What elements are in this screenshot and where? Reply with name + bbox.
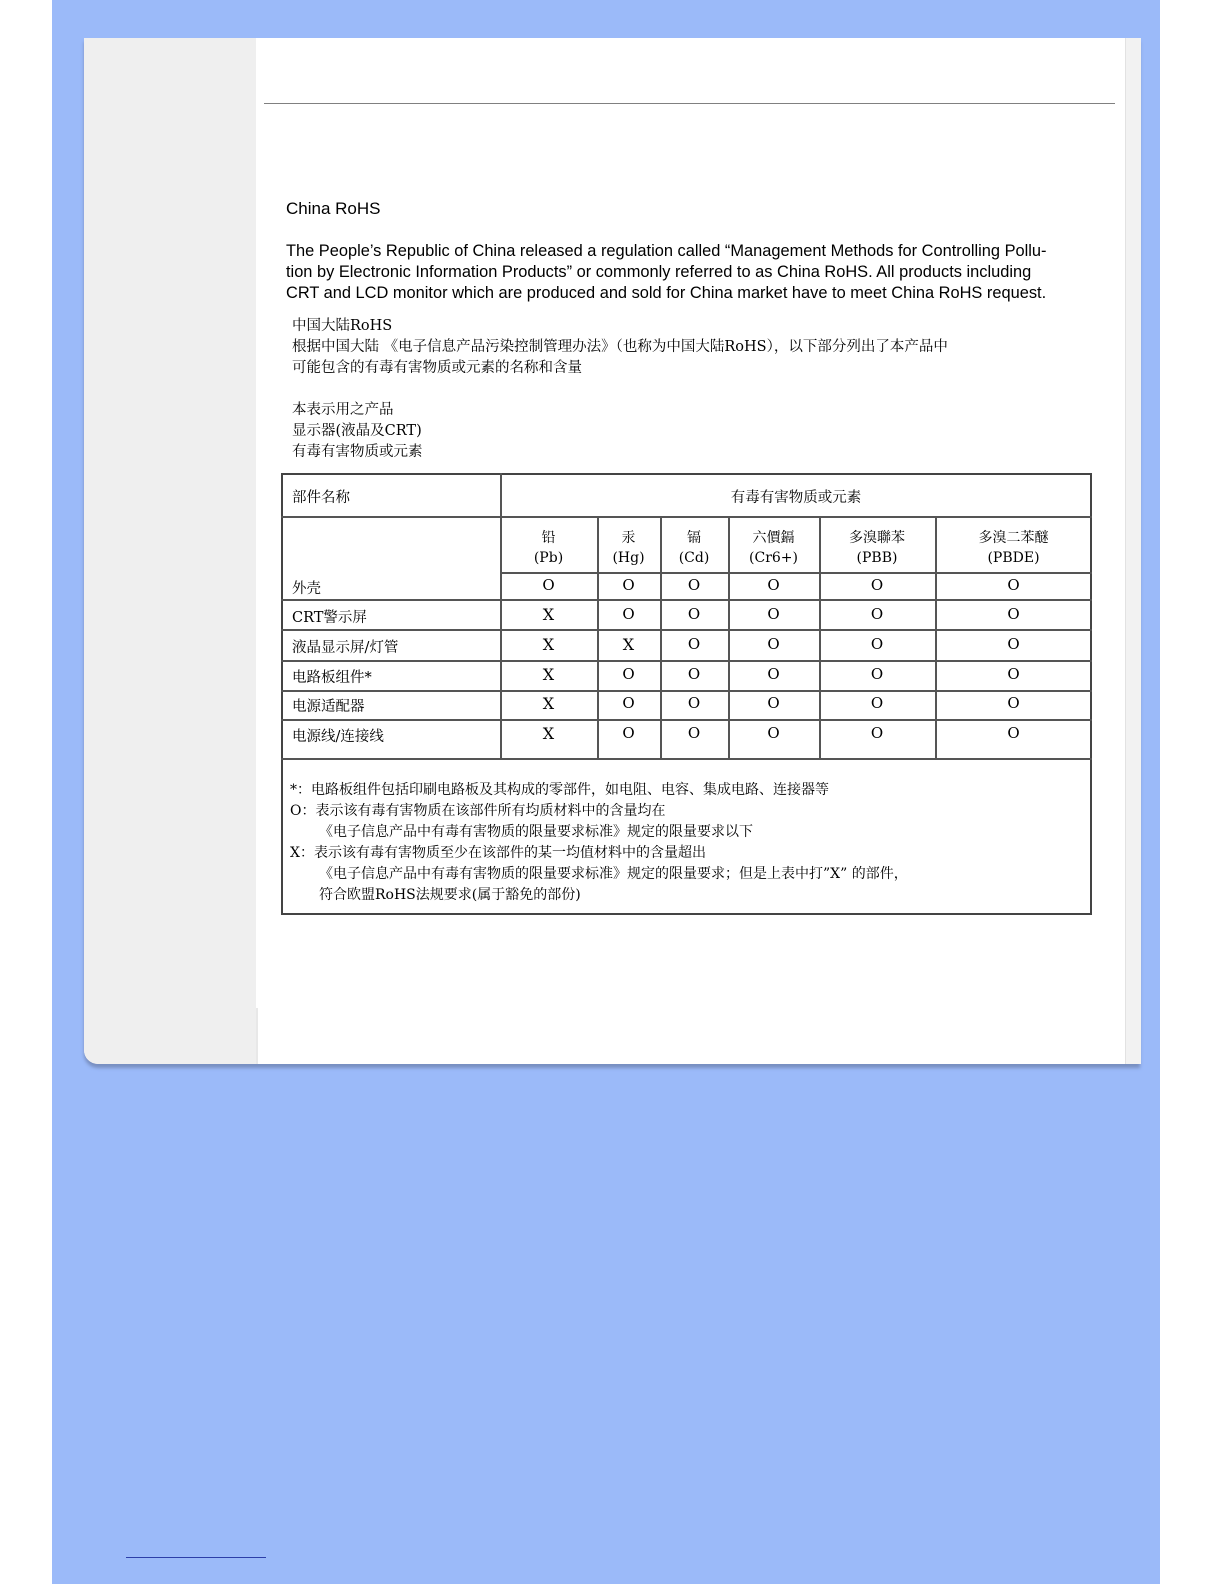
note-line: 《电子信息产品中有毒有害物质的限量要求标准》规定的限量要求以下 xyxy=(319,824,753,840)
table-cell-mark: O xyxy=(687,576,701,594)
section-title: China RoHS xyxy=(286,199,381,218)
right-scroll-strip xyxy=(1125,38,1141,1064)
column-header-name: 汞 xyxy=(621,530,636,546)
column-header xyxy=(500,528,597,568)
table-cell-mark: O xyxy=(870,724,884,742)
column-header-code: (Hg) xyxy=(612,550,645,566)
intro-line: tion by Electronic Information Products” or commonly referred to as China RoHS. All products including xyxy=(286,263,1032,281)
table-rule xyxy=(281,660,1092,662)
table-cell-mark: O xyxy=(767,724,780,742)
table-row-part: 电路板组件* xyxy=(292,670,372,686)
table-rule xyxy=(281,719,1092,721)
cn-scope-line: 显示器(液晶及CRT) xyxy=(292,423,422,439)
table-cell-mark: O xyxy=(687,605,701,623)
table-cell-mark: O xyxy=(1007,724,1020,742)
content-edge xyxy=(256,1008,258,1064)
table-cell-mark: O xyxy=(767,576,780,594)
cn-scope-line: 本表示用之产品 xyxy=(292,402,394,418)
table-cell-mark: O xyxy=(1007,576,1020,594)
note-line: X：表示该有毒有害物质至少在该部件的某一均值材料中的含量超出 xyxy=(290,845,706,861)
column-header-code: (Cd) xyxy=(678,550,710,566)
table-cell-mark: O xyxy=(1007,635,1020,653)
table-cell-mark: X xyxy=(542,635,555,654)
note-line: 符合欧盟RoHS法规要求(属于豁免的部份) xyxy=(319,887,581,903)
column-header-name: 镉 xyxy=(687,530,701,546)
column-header-code: (PBDE) xyxy=(987,550,1040,566)
table-cell-mark: O xyxy=(1007,605,1020,623)
part-name-header: 部件名称 xyxy=(292,490,350,506)
table-cell-mark: O xyxy=(767,635,780,653)
table-cell-mark: O xyxy=(870,665,884,683)
table-cell-mark: O xyxy=(870,605,884,623)
table-cell-mark: O xyxy=(1007,694,1020,712)
column-header xyxy=(660,528,728,568)
table-cell-mark: O xyxy=(767,605,780,623)
table-row-part: 液晶显示屏/灯管 xyxy=(292,640,399,656)
table-cell-mark: O xyxy=(870,635,884,653)
column-header-name: 多溴聯苯 xyxy=(849,530,905,546)
chinese-intro xyxy=(292,316,948,379)
cn-scope-line: 有毒有害物质或元素 xyxy=(292,444,423,460)
table-row-part: 电源适配器 xyxy=(292,699,365,715)
column-header xyxy=(935,528,1092,568)
table-cell-mark: O xyxy=(622,576,635,594)
table-rule xyxy=(500,572,1092,574)
table-cell-mark: O xyxy=(622,724,635,742)
table-cell-mark: X xyxy=(542,724,555,743)
cn-intro-line: 可能包含的有毒有害物质或元素的名称和含量 xyxy=(292,360,582,376)
table-cell-mark: X xyxy=(622,635,635,654)
table-cell-mark: O xyxy=(767,694,780,712)
table-cell-mark: X xyxy=(542,605,555,624)
table-rule xyxy=(281,516,1092,518)
table-row-part: CRT警示屏 xyxy=(292,610,367,626)
substances-header: 有毒有害物质或元素 xyxy=(730,490,862,506)
cn-intro-line: 中国大陆RoHS xyxy=(292,318,393,334)
table-rule xyxy=(281,758,1092,760)
left-sidebar xyxy=(84,38,256,1064)
table-cell-mark: O xyxy=(767,665,780,683)
column-header-code: (Pb) xyxy=(533,550,564,566)
table-row-part: 电源线/连接线 xyxy=(292,729,384,745)
header-rule xyxy=(264,103,1115,104)
column-header-name: 铅 xyxy=(541,530,556,546)
column-header-name: 六價鎘 xyxy=(752,530,795,546)
table-rule xyxy=(281,690,1092,692)
table-cell-mark: O xyxy=(687,694,701,712)
table-cell-mark: O xyxy=(622,665,635,683)
table-rule xyxy=(281,629,1092,631)
table-rule xyxy=(281,599,1092,601)
note-line: 《电子信息产品中有毒有害物质的限量要求标准》规定的限量要求；但是上表中打”X” 的部件， xyxy=(319,866,908,882)
footer-link-rule xyxy=(126,1557,266,1558)
column-header-code: (Cr6+) xyxy=(749,550,798,566)
table-cell-mark: O xyxy=(1007,665,1020,683)
table-cell-mark: O xyxy=(870,694,884,712)
intro-line: CRT and LCD monitor which are produced and sold for China market have to meet China RoHS request. xyxy=(286,284,1047,302)
note-line: O：表示该有毒有害物质在该部件所有均质材料中的含量均在 xyxy=(290,803,666,819)
table-cell-mark: O xyxy=(542,576,555,594)
column-header-name: 多溴二苯醚 xyxy=(978,530,1049,546)
table-cell-mark: O xyxy=(687,635,701,653)
table-cell-mark: O xyxy=(622,694,635,712)
column-header xyxy=(597,528,660,568)
column-header xyxy=(728,528,819,568)
column-header xyxy=(819,528,935,568)
table-cell-mark: O xyxy=(870,576,884,594)
chinese-scope xyxy=(292,400,423,463)
cn-intro-line: 根据中国大陆 《电子信息产品污染控制管理办法》（也称为中国大陆RoHS），以下部分列出了本产品中 xyxy=(292,339,948,355)
intro-paragraph xyxy=(286,241,1046,304)
table-cell-mark: X xyxy=(542,665,555,684)
column-header-code: (PBB) xyxy=(856,550,898,566)
table-cell-mark: O xyxy=(622,605,635,623)
note-line: *：电路板组件包括印刷电路板及其构成的零部件，如电阻、电容、集成电路、连接器等 xyxy=(290,782,829,798)
table-cell-mark: X xyxy=(542,694,555,713)
table-row-part: 外壳 xyxy=(292,581,321,597)
table-notes xyxy=(290,780,908,906)
table-cell-mark: O xyxy=(687,665,701,683)
intro-line: The People’s Republic of China released a regulation called “Management Methods for Controlling Pollu- xyxy=(286,242,1047,260)
table-cell-mark: O xyxy=(687,724,701,742)
